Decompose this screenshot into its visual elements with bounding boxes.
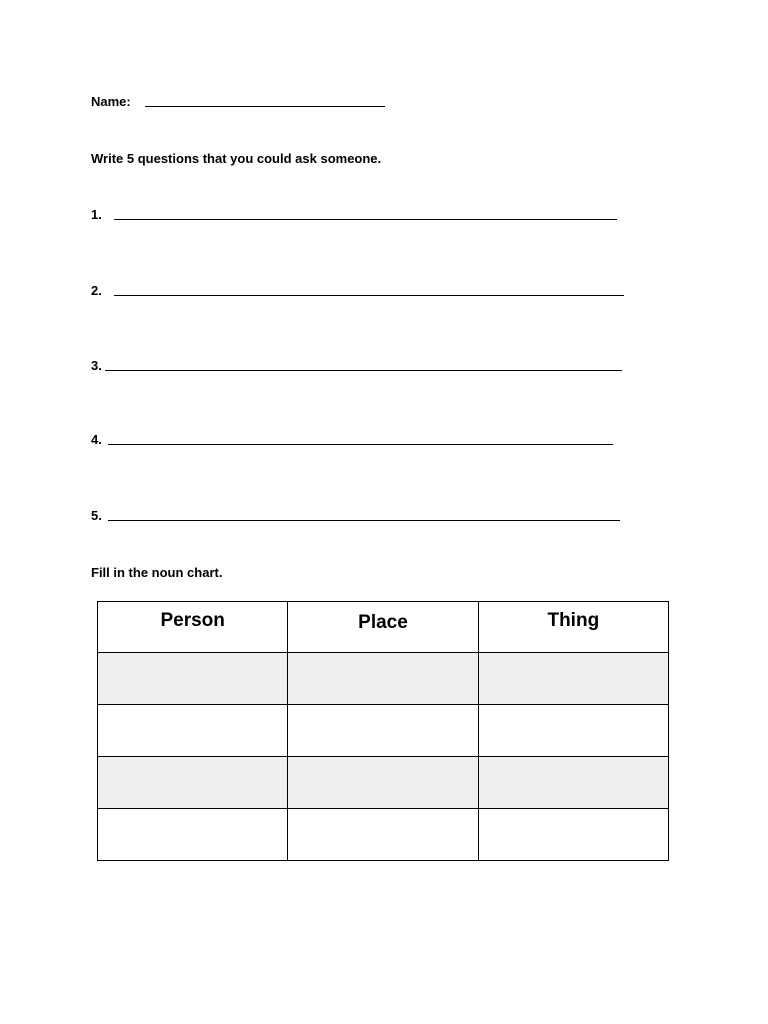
question-blank-line-4[interactable] [108, 444, 613, 445]
questions-instruction: Write 5 questions that you could ask someone. [91, 151, 382, 166]
column-header-thing: Thing [478, 602, 668, 653]
column-header-place: Place [288, 602, 478, 653]
question-number-3: 3. [91, 358, 102, 373]
person-cell[interactable] [98, 757, 288, 809]
place-cell[interactable] [288, 757, 478, 809]
question-number-2: 2. [91, 283, 102, 298]
question-blank-line-1[interactable] [114, 219, 617, 220]
name-label: Name: [91, 94, 131, 109]
thing-cell[interactable] [478, 653, 668, 705]
place-cell[interactable] [288, 653, 478, 705]
question-number-1: 1. [91, 207, 102, 222]
name-blank-line[interactable] [145, 106, 385, 107]
column-header-person: Person [98, 602, 288, 653]
question-number-5: 5. [91, 508, 102, 523]
table-row [98, 757, 669, 809]
thing-cell[interactable] [478, 705, 668, 757]
noun-chart-header-row [98, 602, 669, 653]
question-blank-line-3[interactable] [105, 370, 622, 371]
place-cell[interactable] [288, 809, 478, 861]
question-blank-line-2[interactable] [114, 295, 624, 296]
table-row [98, 809, 669, 861]
noun-chart-table [97, 601, 669, 861]
table-row [98, 705, 669, 757]
person-cell[interactable] [98, 809, 288, 861]
noun-chart-instruction: Fill in the noun chart. [91, 565, 223, 580]
person-cell[interactable] [98, 705, 288, 757]
person-cell[interactable] [98, 653, 288, 705]
question-number-4: 4. [91, 432, 102, 447]
question-blank-line-5[interactable] [108, 520, 620, 521]
thing-cell[interactable] [478, 809, 668, 861]
thing-cell[interactable] [478, 757, 668, 809]
table-row [98, 653, 669, 705]
place-cell[interactable] [288, 705, 478, 757]
